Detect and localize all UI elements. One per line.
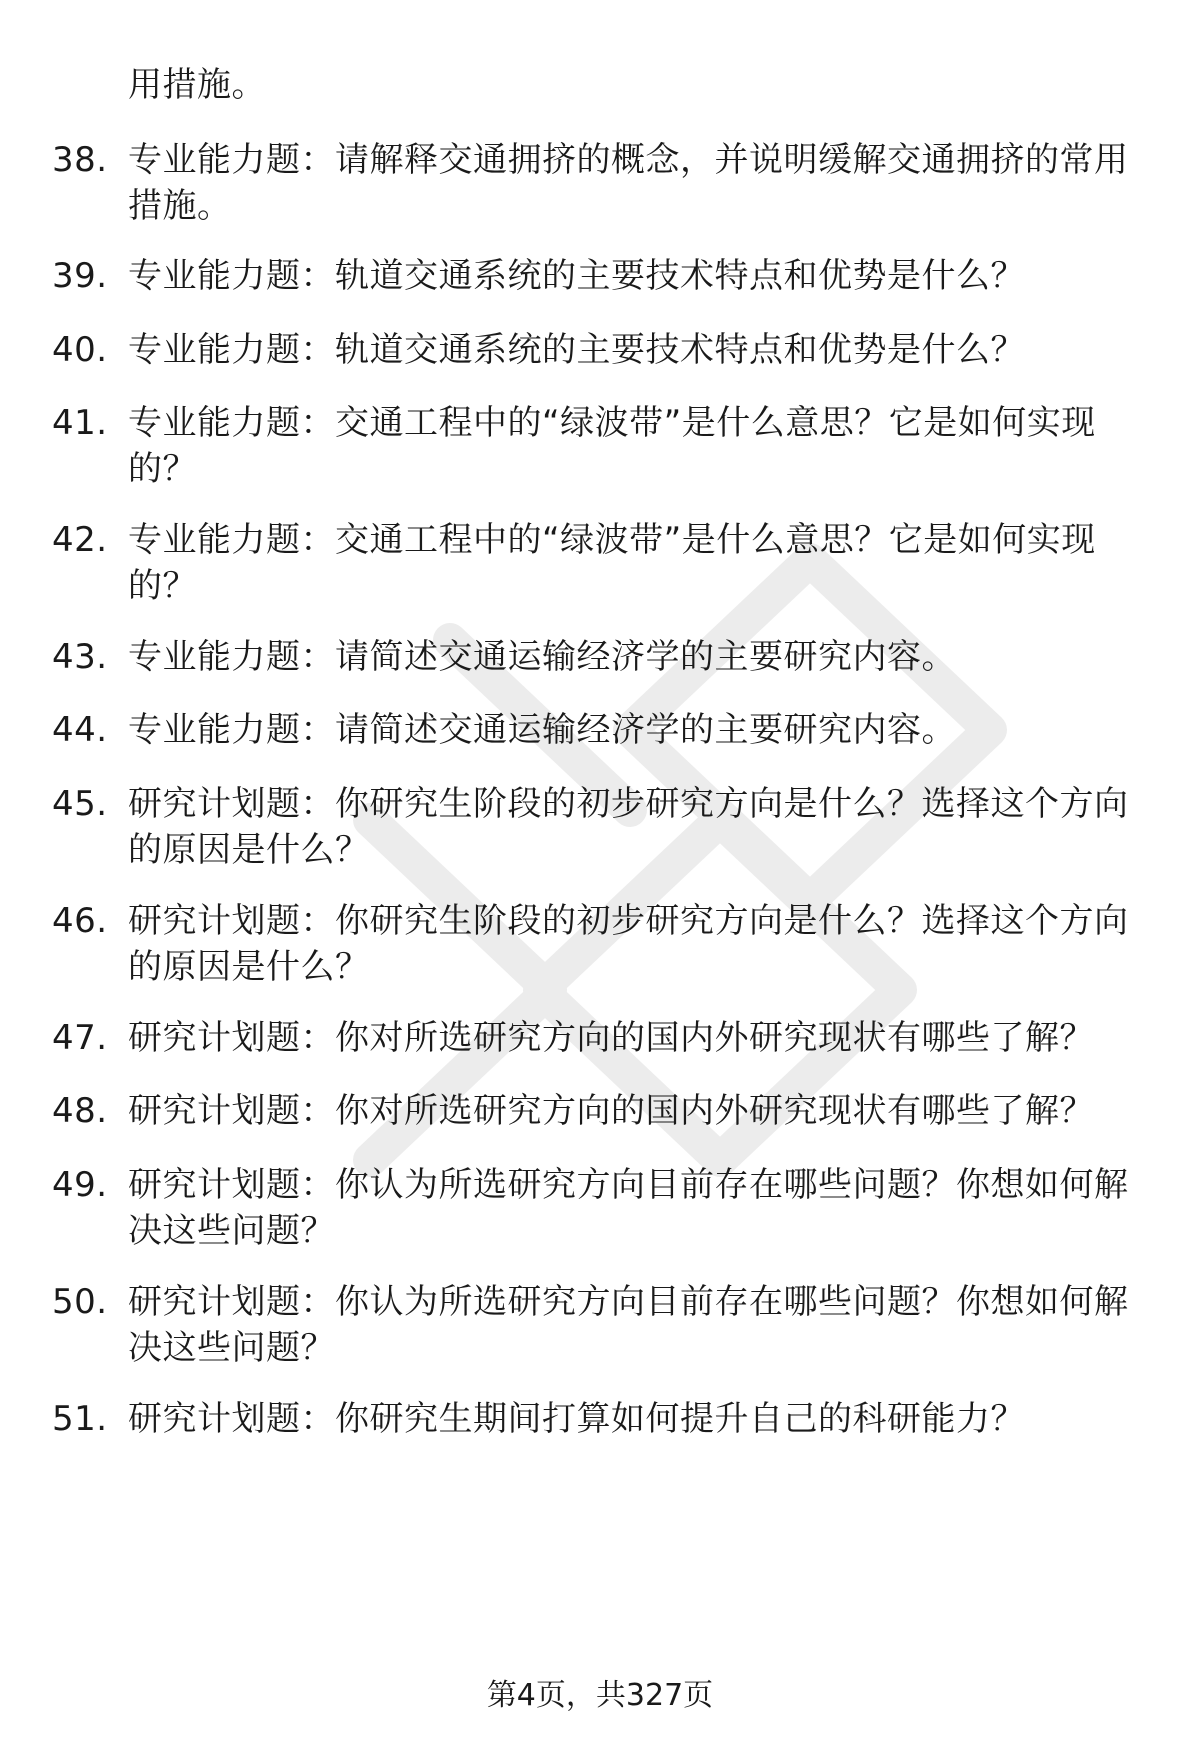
item-number: 43. bbox=[52, 637, 108, 677]
item-text: 研究计划题：你认为所选研究方向目前存在哪些问题？你想如何解决这些问题？ bbox=[128, 1282, 1129, 1368]
item-text: 专业能力题：轨道交通系统的主要技术特点和优势是什么？ bbox=[128, 256, 1025, 296]
item-text: 研究计划题：你研究生期间打算如何提升自己的科研能力？ bbox=[128, 1399, 1025, 1439]
item-text: 专业能力题：请简述交通运输经济学的主要研究内容。 bbox=[128, 710, 956, 750]
item-number: 48. bbox=[52, 1091, 108, 1131]
item-text: 研究计划题：你认为所选研究方向目前存在哪些问题？你想如何解决这些问题？ bbox=[128, 1165, 1129, 1251]
item-number: 45. bbox=[52, 784, 108, 824]
item-number: 41. bbox=[52, 403, 108, 443]
item-text: 研究计划题：你研究生阶段的初步研究方向是什么？选择这个方向的原因是什么？ bbox=[128, 901, 1129, 987]
item-number: 44. bbox=[52, 710, 108, 750]
continued-text: 用措施。 bbox=[128, 65, 266, 105]
item-number: 51. bbox=[52, 1399, 108, 1439]
item-number: 38. bbox=[52, 140, 108, 180]
item-number: 50. bbox=[52, 1282, 108, 1322]
page-number-label: 第4页，共327页 bbox=[486, 1678, 714, 1713]
item-number: 40. bbox=[52, 330, 108, 370]
page-footer bbox=[0, 1676, 1200, 1716]
item-text: 专业能力题：交通工程中的“绿波带”是什么意思？它是如何实现的？ bbox=[128, 403, 1096, 489]
item-text: 专业能力题：轨道交通系统的主要技术特点和优势是什么？ bbox=[128, 330, 1025, 370]
item-number: 42. bbox=[52, 520, 108, 560]
item-text: 研究计划题：你对所选研究方向的国内外研究现状有哪些了解？ bbox=[128, 1018, 1094, 1058]
item-text: 专业能力题：交通工程中的“绿波带”是什么意思？它是如何实现的？ bbox=[128, 520, 1096, 606]
item-text: 专业能力题：请简述交通运输经济学的主要研究内容。 bbox=[128, 637, 956, 677]
item-text: 研究计划题：你对所选研究方向的国内外研究现状有哪些了解？ bbox=[128, 1091, 1094, 1131]
item-number: 47. bbox=[52, 1018, 108, 1058]
item-number: 49. bbox=[52, 1165, 108, 1205]
item-number: 46. bbox=[52, 901, 108, 941]
item-number: 39. bbox=[52, 256, 108, 296]
item-text: 专业能力题：请解释交通拥挤的概念，并说明缓解交通拥挤的常用措施。 bbox=[128, 140, 1129, 226]
item-text: 研究计划题：你研究生阶段的初步研究方向是什么？选择这个方向的原因是什么？ bbox=[128, 784, 1129, 870]
